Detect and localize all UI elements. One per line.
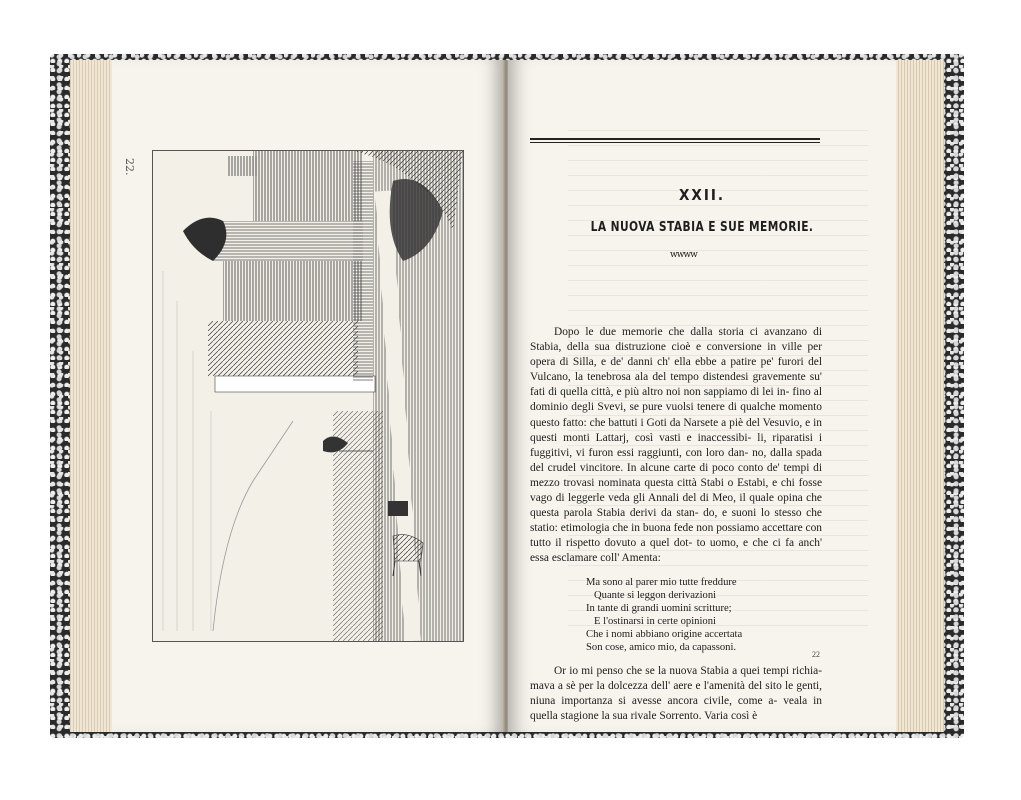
poem-line: E l'ostinarsi in certe opinioni [594,615,716,627]
poem-line: Che i nomi abbiano origine accertata [586,628,743,640]
page-edges-left [70,60,112,732]
chapter-body [530,325,822,724]
title-ornament: wwww [670,250,697,260]
chapter-title: LA NUOVA STABIA E SUE MEMORIE. [590,220,814,235]
open-book [50,54,964,738]
engraving-plate [152,150,464,642]
engraving-illustration [153,151,463,641]
poem-line: Quante si leggon derivazioni [594,589,717,601]
poem-line: Ma sono al parer mio tutte freddure [586,576,737,588]
left-page [112,60,504,732]
page-edges-right [896,60,944,732]
chapter-number: XXII. [679,186,725,204]
quoted-poem [586,576,822,655]
header-rule-thick [530,138,820,140]
paragraph-2: Or io mi penso che se la nuova Stabia a quei tempi richia- mava a sè per la dolcezza dell' aere e l'amenità del sito le genti, niuna importanza si avesse ancora civile, come a- veala in quella stagione la sua rivale Sorrento. Varia così è [530,665,822,723]
header-rule-thin [530,142,820,143]
poem-line: Son cose, amico mio, da capassoni. [586,641,737,653]
plate-number: 22. [123,158,136,176]
poem-line: In tante di grandi uomini scritture; [586,602,732,614]
signature-mark: 22 [812,650,820,659]
right-page [508,60,896,732]
paragraph-1: Dopo le due memorie che dalla storia ci avanzano di Stabia, della sua distruzione cioè e conversione in ville per opera di Silla, e de' danni ch' ella ebbe a patire pe' furori del Vulcano, la tenebrosa ala del tempo distendesi gravemente su' fati di quella città, e più altro noi non sappiamo di lei in- fino al dominio degli Svevi, se pure vuolsi tenere di qualche momento questo fatto: che battuti i Goti da Narsete a piè del Vesuvio, e in questi monti Lattarj, così vasti e inaccessibi- li, riparatisi i fuggitivi, vi furon essi raggiunti, con loro dan- no, dalla spada del crudel vincitore. In alcune carte di poco conto de' tempi di mezzo trovasi nominata questa città Stabi o Estabi, e chi fosse vago di leggerle veda gli Annali del di Meo, il quale opina che questa parola Stabia derivi da stan- do, e suoni lo stesso che statio: etimologia che in buona fede non possiamo accettare con tutto il rispetto dovuto a quel dot- to uomo, e che ci fa anch' essa esclamare coll' Amenta: [530,326,822,565]
